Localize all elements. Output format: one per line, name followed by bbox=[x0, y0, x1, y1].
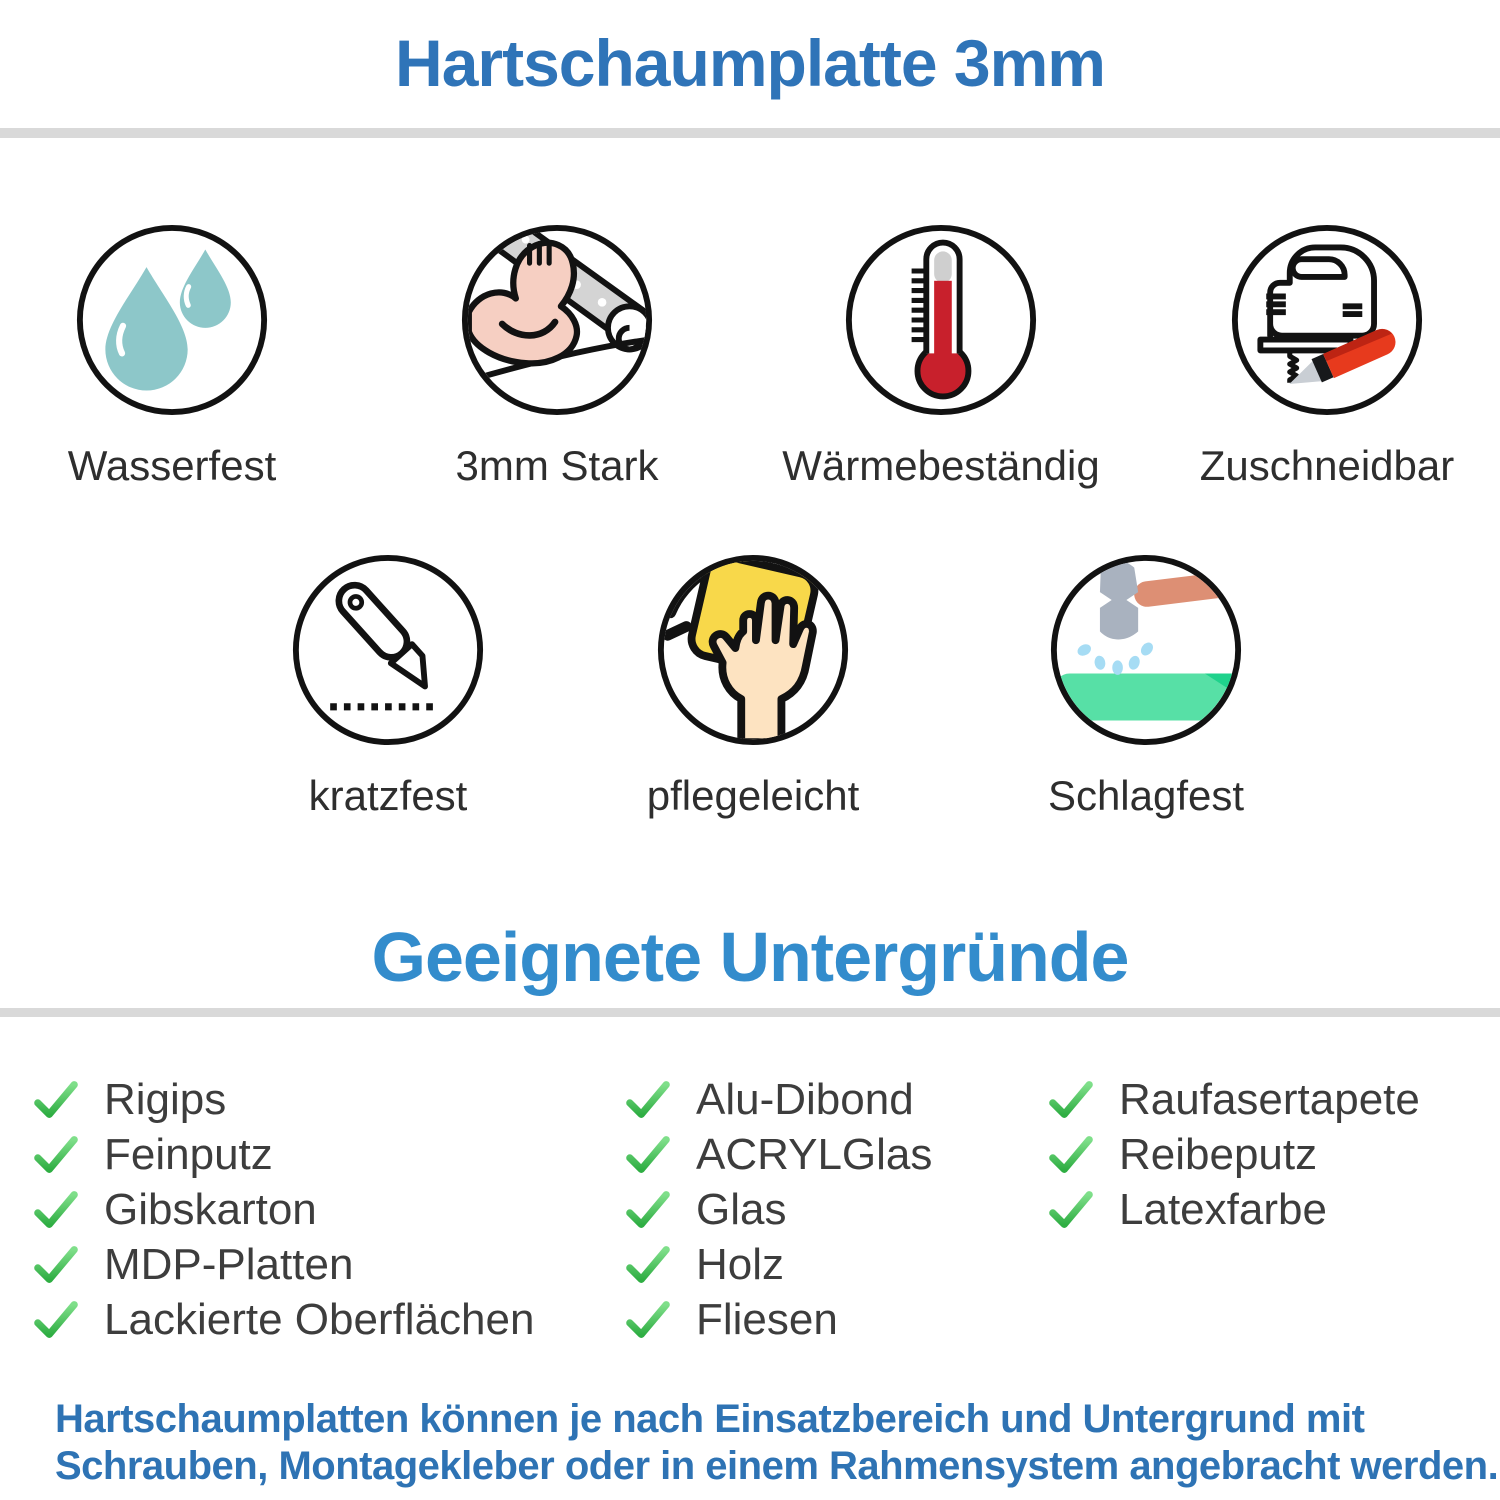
list-item bbox=[33, 1237, 534, 1292]
list-item bbox=[625, 1237, 932, 1292]
list-item-label: Gibskarton bbox=[104, 1184, 317, 1234]
divider-bar-bottom bbox=[0, 1008, 1500, 1017]
feature-label: Wasserfest bbox=[67, 442, 277, 489]
check-icon bbox=[33, 1132, 79, 1178]
list-item-label: Holz bbox=[696, 1239, 785, 1289]
feature-label: Zuschneidbar bbox=[1199, 442, 1455, 489]
list-item-label: Feinputz bbox=[104, 1129, 273, 1179]
feature-label: kratzfest bbox=[308, 772, 468, 819]
list-item-label: Alu-Dibond bbox=[696, 1074, 914, 1124]
feature-wasserfest bbox=[2, 222, 342, 490]
feature-waermebestaendig bbox=[771, 222, 1111, 490]
feature-pflegeleicht bbox=[583, 552, 923, 820]
feature-label: 3mm Stark bbox=[455, 442, 659, 489]
check-icon bbox=[1048, 1187, 1094, 1233]
list-item bbox=[625, 1072, 932, 1127]
footer-line-2: Schrauben, Montagekleber oder in einem Rahmensystem angebracht werden. bbox=[55, 1444, 1499, 1488]
check-icon bbox=[33, 1077, 79, 1123]
list-item bbox=[625, 1292, 932, 1347]
section-title: Geeignete Untergründe bbox=[371, 918, 1129, 996]
list-item bbox=[1048, 1182, 1420, 1237]
check-icon bbox=[625, 1077, 671, 1123]
footer-line-1: Hartschaumplatten können je nach Einsatzbereich und Untergrund mit bbox=[55, 1397, 1365, 1441]
list-item bbox=[33, 1072, 534, 1127]
cleaning-hand-icon bbox=[655, 552, 851, 748]
check-icon bbox=[1048, 1132, 1094, 1178]
water-drops-icon bbox=[74, 222, 270, 418]
check-icon bbox=[1048, 1077, 1094, 1123]
divider-bar-top bbox=[0, 128, 1500, 138]
list-item-label: Raufasertapete bbox=[1119, 1074, 1420, 1124]
feature-label: Wärmebeständig bbox=[782, 442, 1100, 489]
jigsaw-icon bbox=[1229, 222, 1425, 418]
feature-label: pflegeleicht bbox=[646, 772, 860, 819]
list-item bbox=[33, 1182, 534, 1237]
check-icon bbox=[625, 1132, 671, 1178]
list-item bbox=[33, 1127, 534, 1182]
check-icon bbox=[625, 1297, 671, 1343]
hammer-icon bbox=[1048, 552, 1244, 748]
check-icon bbox=[33, 1187, 79, 1233]
list-item bbox=[625, 1182, 932, 1237]
list-item-label: Lackierte Oberflächen bbox=[104, 1294, 535, 1344]
thermometer-icon bbox=[843, 222, 1039, 418]
list-item bbox=[33, 1292, 534, 1347]
check-icon bbox=[33, 1242, 79, 1288]
utility-knife-icon bbox=[290, 552, 486, 748]
list-item-label: ACRYLGlas bbox=[696, 1129, 933, 1179]
list-item-label: Glas bbox=[696, 1184, 787, 1234]
feature-schlagfest bbox=[976, 552, 1316, 820]
feature-kratzfest bbox=[218, 552, 558, 820]
check-icon bbox=[625, 1187, 671, 1233]
list-item-label: Reibeputz bbox=[1119, 1129, 1318, 1179]
substrate-column-3 bbox=[1048, 1072, 1420, 1237]
feature-zuschneidbar bbox=[1157, 222, 1497, 490]
substrate-column-2 bbox=[625, 1072, 932, 1347]
list-item-label: Fliesen bbox=[696, 1294, 838, 1344]
check-icon bbox=[33, 1297, 79, 1343]
list-item-label: MDP-Platten bbox=[104, 1239, 354, 1289]
feature-3mm-stark bbox=[387, 222, 727, 490]
substrate-column-1 bbox=[33, 1072, 534, 1347]
muscle-arm-icon bbox=[459, 222, 655, 418]
list-item bbox=[1048, 1072, 1420, 1127]
list-item-label: Rigips bbox=[104, 1074, 227, 1124]
page-title: Hartschaumplatte 3mm bbox=[395, 26, 1105, 100]
footer-note bbox=[55, 1396, 1498, 1490]
check-icon bbox=[625, 1242, 671, 1288]
list-item bbox=[625, 1127, 932, 1182]
list-item bbox=[1048, 1127, 1420, 1182]
feature-label: Schlagfest bbox=[1047, 772, 1245, 819]
list-item-label: Latexfarbe bbox=[1119, 1184, 1327, 1234]
